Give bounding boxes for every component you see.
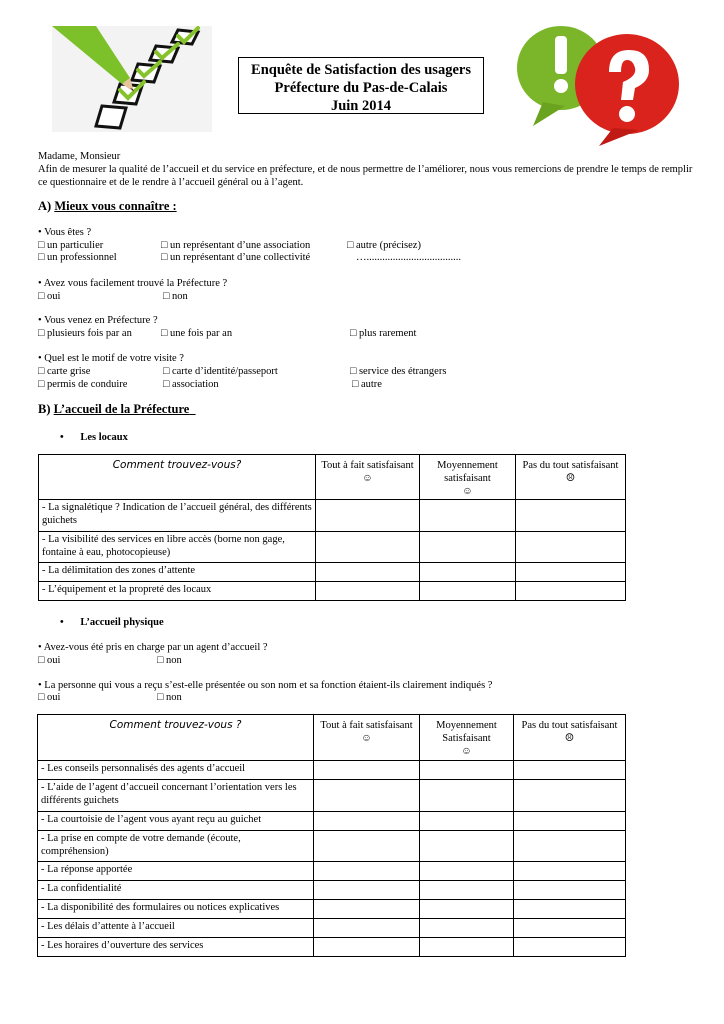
table-accueil-header <box>38 715 626 761</box>
row-label: - L’équipement et la propreté des locaux <box>39 582 316 601</box>
section-b-title: L’accueil de la Préfecture <box>53 402 190 416</box>
rating-cell[interactable] <box>314 919 420 938</box>
question-frequence: • Vous venez en Préfecture ? <box>38 315 158 326</box>
checkbox-plus-rarement[interactable]: □ plus rarement <box>350 328 417 339</box>
rating-cell[interactable] <box>420 761 514 780</box>
question-motif: • Quel est le motif de votre visite ? <box>38 353 184 364</box>
row-label: - La courtoisie de l’agent vous ayant reçu au guichet <box>38 812 314 831</box>
row-label: - Les délais d’attente à l’accueil <box>38 919 314 938</box>
speech-bubbles-illustration <box>503 14 693 146</box>
checkbox-trouve-oui[interactable]: □ oui <box>38 291 61 302</box>
rating-cell[interactable] <box>420 563 516 582</box>
salutation: Madame, Monsieur <box>38 151 121 162</box>
header-label: Tout à fait satisfaisant <box>321 460 414 471</box>
rating-cell[interactable] <box>420 582 516 601</box>
rating-cell[interactable] <box>420 831 514 862</box>
section-a-heading <box>38 200 177 213</box>
rating-cell[interactable] <box>514 938 626 957</box>
question-vous-etes: • Vous êtes ? <box>38 227 92 238</box>
header-moyennement <box>420 715 514 761</box>
header-label: Moyennement satisfaisant <box>437 460 498 484</box>
header-tout-a-fait <box>316 455 420 500</box>
table-row <box>38 812 626 831</box>
rating-cell[interactable] <box>314 812 420 831</box>
table-row <box>38 761 626 780</box>
row-label: - Les horaires d’ouverture des services <box>38 938 314 957</box>
rating-cell[interactable] <box>514 812 626 831</box>
smiley-icon: ☺ <box>361 733 372 744</box>
checkbox-autre-precisez[interactable]: □ autre (précisez) <box>347 240 421 251</box>
rating-cell[interactable] <box>516 582 626 601</box>
checkbox-particulier[interactable]: □ un particulier <box>38 240 104 251</box>
section-a-title: Mieux vous connaître : <box>54 199 177 213</box>
table-row <box>39 500 626 532</box>
table-row <box>38 919 626 938</box>
rating-cell[interactable] <box>514 831 626 862</box>
table-row <box>38 780 626 812</box>
checkbox-plusieurs-fois[interactable]: □ plusieurs fois par an <box>38 328 132 339</box>
checkbox-carte-identite[interactable]: □ carte d’identité/passeport <box>163 366 278 377</box>
checkbox-autre-motif[interactable]: □ autre <box>352 379 382 390</box>
question-presentation: • La personne qui vous a reçu s’est-elle présentée ou son nom et sa fonction étaient-ils clairement indiqués ? <box>38 680 493 691</box>
rating-cell[interactable] <box>516 532 626 563</box>
rating-cell[interactable] <box>316 563 420 582</box>
rating-cell[interactable] <box>420 881 514 900</box>
rating-cell[interactable] <box>420 532 516 563</box>
rating-cell[interactable] <box>514 862 626 881</box>
checkbox-presente-non[interactable]: □ non <box>157 692 182 703</box>
rating-cell[interactable] <box>420 900 514 919</box>
table-locaux-header <box>39 455 626 500</box>
rating-cell[interactable] <box>314 761 420 780</box>
survey-title-box <box>238 57 484 114</box>
header-moyennement <box>420 455 516 500</box>
checkbox-pris-non[interactable]: □ non <box>157 655 182 666</box>
rating-cell[interactable] <box>420 938 514 957</box>
table-row <box>38 881 626 900</box>
checkbox-trouve-non[interactable]: □ non <box>163 291 188 302</box>
row-label: - La prise en compte de votre demande (écoute, compréhension) <box>38 831 314 862</box>
rating-cell[interactable] <box>420 862 514 881</box>
table-accueil-question: Comment trouvez-vous ? <box>38 715 314 761</box>
subsection-accueil-label: L’accueil physique <box>80 617 164 628</box>
checkbox-representant-association[interactable]: □ un représentant d’une association <box>161 240 311 251</box>
checkbox-service-etrangers[interactable]: □ service des étrangers <box>350 366 447 377</box>
table-locaux-question: Comment trouvez-vous? <box>39 455 316 500</box>
rating-cell[interactable] <box>316 532 420 563</box>
rating-cell[interactable] <box>420 812 514 831</box>
row-label: - La disponibilité des formulaires ou notices explicatives <box>38 900 314 919</box>
rating-cell[interactable] <box>516 500 626 532</box>
checklist-illustration <box>52 26 212 132</box>
rating-cell[interactable] <box>514 881 626 900</box>
row-label: - La visibilité des services en libre accès (borne non gage, fontaine à eau, photocopieuse) <box>39 532 316 563</box>
frown-icon: ☹ <box>564 733 575 744</box>
table-row <box>39 532 626 563</box>
autre-precisez-field[interactable]: ….................................... <box>356 252 461 263</box>
checkbox-carte-grise[interactable]: □ carte grise <box>38 366 91 377</box>
rating-cell[interactable] <box>314 831 420 862</box>
rating-cell[interactable] <box>420 780 514 812</box>
bullet-icon: • <box>60 617 64 628</box>
header-pas-du-tout <box>516 455 626 500</box>
rating-cell[interactable] <box>314 780 420 812</box>
table-row <box>38 862 626 881</box>
row-label: - La réponse apportée <box>38 862 314 881</box>
header-label: Pas du tout satisfaisant <box>521 720 618 731</box>
rating-cell[interactable] <box>516 563 626 582</box>
rating-cell[interactable] <box>420 500 516 532</box>
rating-cell[interactable] <box>514 780 626 812</box>
header-label: Tout à fait satisfaisant <box>320 720 413 731</box>
rating-cell[interactable] <box>514 900 626 919</box>
rating-cell[interactable] <box>316 500 420 532</box>
section-a-letter: A) <box>38 199 52 213</box>
section-b-heading <box>38 403 196 416</box>
row-label: - La confidentialité <box>38 881 314 900</box>
header-label: Moyennement Satisfaisant <box>436 720 497 744</box>
intro-paragraph: Afin de mesurer la qualité de l’accueil et du service en préfecture, et de nous permettre de l’améliorer, nous vous remercions de prendre le temps de remplir ce questionnaire et de le rendre à l’accueil général ou à l’agent. <box>38 164 693 188</box>
row-label: - La délimitation des zones d’attente <box>39 563 316 582</box>
question-pris-en-charge: • Avez-vous été pris en charge par un agent d’accueil ? <box>38 642 268 653</box>
rating-cell[interactable] <box>420 919 514 938</box>
checklist-pencil-icon <box>52 26 212 132</box>
table-locaux <box>38 454 626 601</box>
section-b-letter: B) <box>38 402 51 416</box>
checkbox-permis-conduire[interactable]: □ permis de conduire <box>38 379 128 390</box>
subsection-locaux-label: Les locaux <box>80 432 128 443</box>
checkbox-presente-oui[interactable]: □ oui <box>38 692 61 703</box>
row-label: - Les conseils personnalisés des agents d’accueil <box>38 761 314 780</box>
header-pas-du-tout <box>514 715 626 761</box>
smiley-icon: ☺ <box>461 746 472 757</box>
subsection-accueil-physique <box>60 616 164 629</box>
rating-cell[interactable] <box>314 862 420 881</box>
smiley-icon: ☺ <box>362 473 373 484</box>
bullet-icon: • <box>60 432 64 443</box>
title-line-2: Préfecture du Pas-de-Calais <box>274 80 448 96</box>
table-row <box>38 900 626 919</box>
checkbox-pris-oui[interactable]: □ oui <box>38 655 61 666</box>
exclamation-question-bubbles-icon <box>503 14 693 146</box>
smiley-icon: ☺ <box>462 486 473 497</box>
table-row <box>38 831 626 862</box>
row-label: - La signalétique ? Indication de l’accueil général, des différents guichets <box>39 500 316 532</box>
rating-cell[interactable] <box>514 919 626 938</box>
table-row <box>39 563 626 582</box>
table-row <box>38 938 626 957</box>
question-trouve-prefecture: • Avez vous facilement trouvé la Préfecture ? <box>38 278 228 289</box>
rating-cell[interactable] <box>514 761 626 780</box>
checkbox-representant-collectivite[interactable]: □ un représentant d’une collectivité <box>161 252 311 263</box>
subsection-locaux <box>60 431 128 444</box>
intro-block <box>38 150 693 189</box>
checkbox-association[interactable]: □ association <box>163 379 219 390</box>
rating-cell[interactable] <box>316 582 420 601</box>
rating-cell[interactable] <box>314 938 420 957</box>
title-line-3: Juin 2014 <box>330 98 392 114</box>
header-tout-a-fait <box>314 715 420 761</box>
checkbox-professionnel[interactable]: □ un professionnel <box>38 252 117 263</box>
rating-cell[interactable] <box>314 900 420 919</box>
rating-cell[interactable] <box>314 881 420 900</box>
title-line-1: Enquête de Satisfaction des usagers <box>251 62 471 78</box>
table-row <box>39 582 626 601</box>
frown-icon: ☹ <box>565 473 576 484</box>
header-label: Pas du tout satisfaisant <box>522 460 619 471</box>
row-label: - L’aide de l’agent d’accueil concernant l’orientation vers les différents guichets <box>38 780 314 812</box>
checkbox-une-fois[interactable]: □ une fois par an <box>161 328 233 339</box>
table-accueil-physique <box>37 714 626 957</box>
